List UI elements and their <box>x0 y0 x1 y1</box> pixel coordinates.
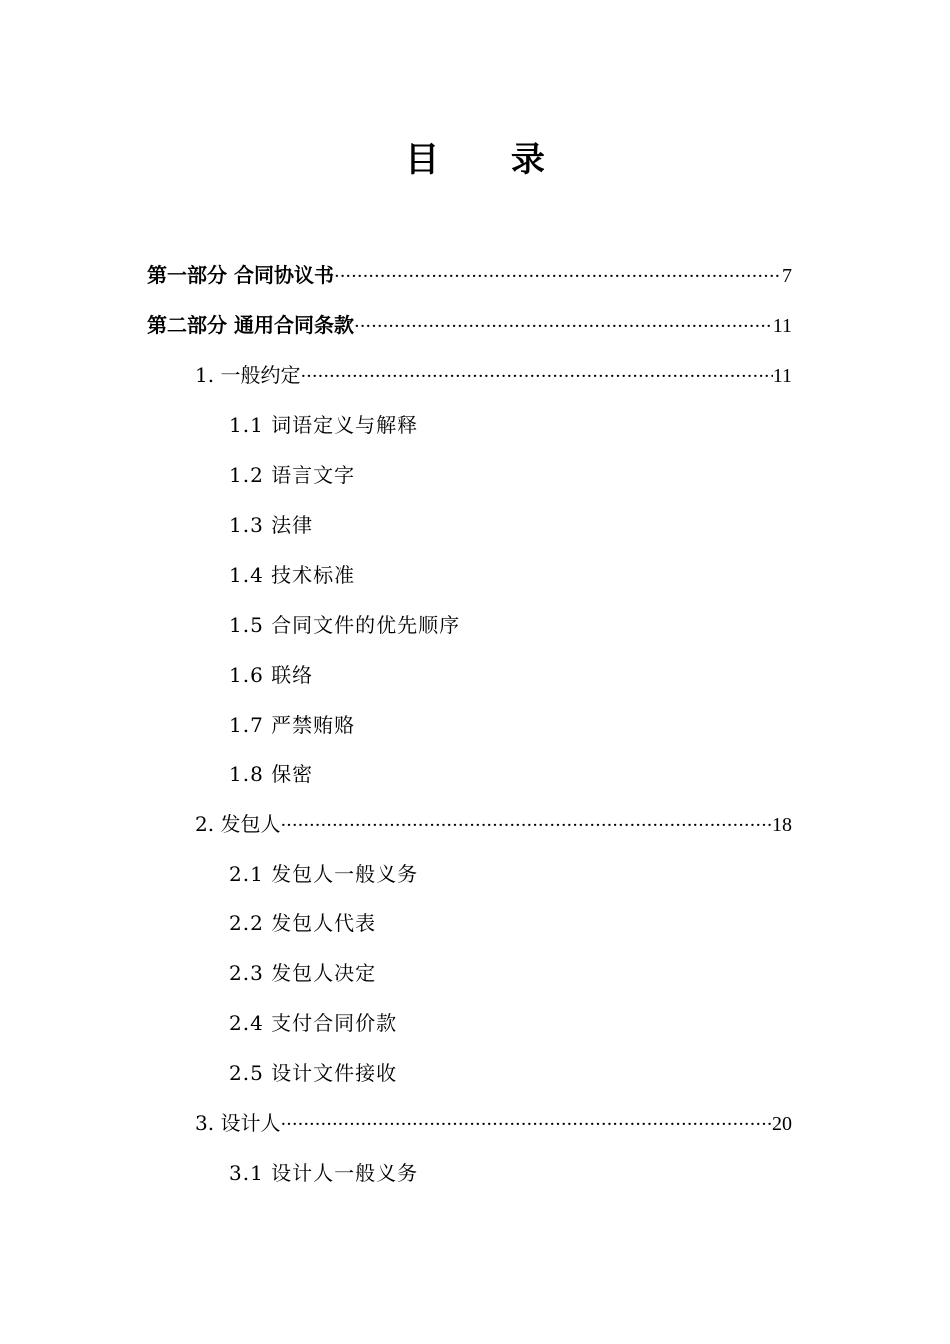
toc-entry-label: 1.4 技术标准 <box>229 563 356 587</box>
toc-entry-label: 2.3 发包人决定 <box>229 961 377 985</box>
toc-page-number: 20 <box>772 1113 792 1135</box>
toc-entry-part2[interactable] <box>147 310 792 340</box>
toc-entry-2-4[interactable] <box>229 1008 629 1038</box>
toc-entry-1-4[interactable] <box>229 560 629 590</box>
toc-entry-label: 1.7 严禁贿赂 <box>229 713 356 737</box>
toc-entry-2-1[interactable] <box>229 859 629 889</box>
toc-entry-1-5[interactable] <box>229 610 629 640</box>
toc-entry-label: 第一部分 合同协议书 <box>147 263 334 287</box>
toc-entry-label: 1. 一般约定 <box>195 363 301 387</box>
toc-entry-2-2[interactable] <box>229 908 629 938</box>
toc-entry-1-2[interactable] <box>229 460 629 490</box>
toc-entry-2-3[interactable] <box>229 958 629 988</box>
page-title: 目 录 <box>405 140 575 180</box>
toc-entry-1-6[interactable] <box>229 660 629 690</box>
toc-entry-label: 1.3 法律 <box>229 513 314 537</box>
dot-leader <box>280 811 772 841</box>
toc-entry-label: 2.5 设计文件接收 <box>229 1061 398 1085</box>
toc-page-number: 18 <box>772 814 792 836</box>
toc-entry-label: 2.1 发包人一般义务 <box>229 862 419 886</box>
toc-entry-part1[interactable] <box>147 260 792 290</box>
toc-page-number: 11 <box>772 365 792 387</box>
dot-leader <box>280 1110 772 1140</box>
dot-leader <box>354 312 773 342</box>
toc-entry-label: 1.1 词语定义与解释 <box>229 413 419 437</box>
toc-page-number: 7 <box>782 265 792 287</box>
dot-leader <box>300 362 772 392</box>
toc-entry-label: 1.8 保密 <box>229 762 314 786</box>
toc-entry-label: 第二部分 通用合同条款 <box>147 313 354 337</box>
toc-entry-label: 1.5 合同文件的优先顺序 <box>229 613 461 637</box>
toc-entry-section-1[interactable] <box>195 360 792 390</box>
toc-entry-section-2[interactable] <box>195 809 792 839</box>
toc-entry-3-1[interactable] <box>229 1158 629 1188</box>
toc-entry-label: 1.2 语言文字 <box>229 463 356 487</box>
toc-entry-label: 2.2 发包人代表 <box>229 911 377 935</box>
toc-entry-label: 3. 设计人 <box>195 1111 281 1135</box>
toc-page-number: 11 <box>772 315 792 337</box>
toc-entry-1-8[interactable] <box>229 759 629 789</box>
toc-entry-1-1[interactable] <box>229 410 629 440</box>
toc-entry-1-7[interactable] <box>229 710 629 740</box>
toc-entry-label: 3.1 设计人一般义务 <box>229 1161 419 1185</box>
toc-entry-label: 2. 发包人 <box>195 812 281 836</box>
toc-entry-label: 2.4 支付合同价款 <box>229 1011 398 1035</box>
toc-entry-1-3[interactable] <box>229 510 629 540</box>
toc-entry-label: 1.6 联络 <box>229 663 314 687</box>
toc-entry-2-5[interactable] <box>229 1058 629 1088</box>
dot-leader <box>334 262 782 292</box>
toc-entry-section-3[interactable] <box>195 1108 792 1138</box>
